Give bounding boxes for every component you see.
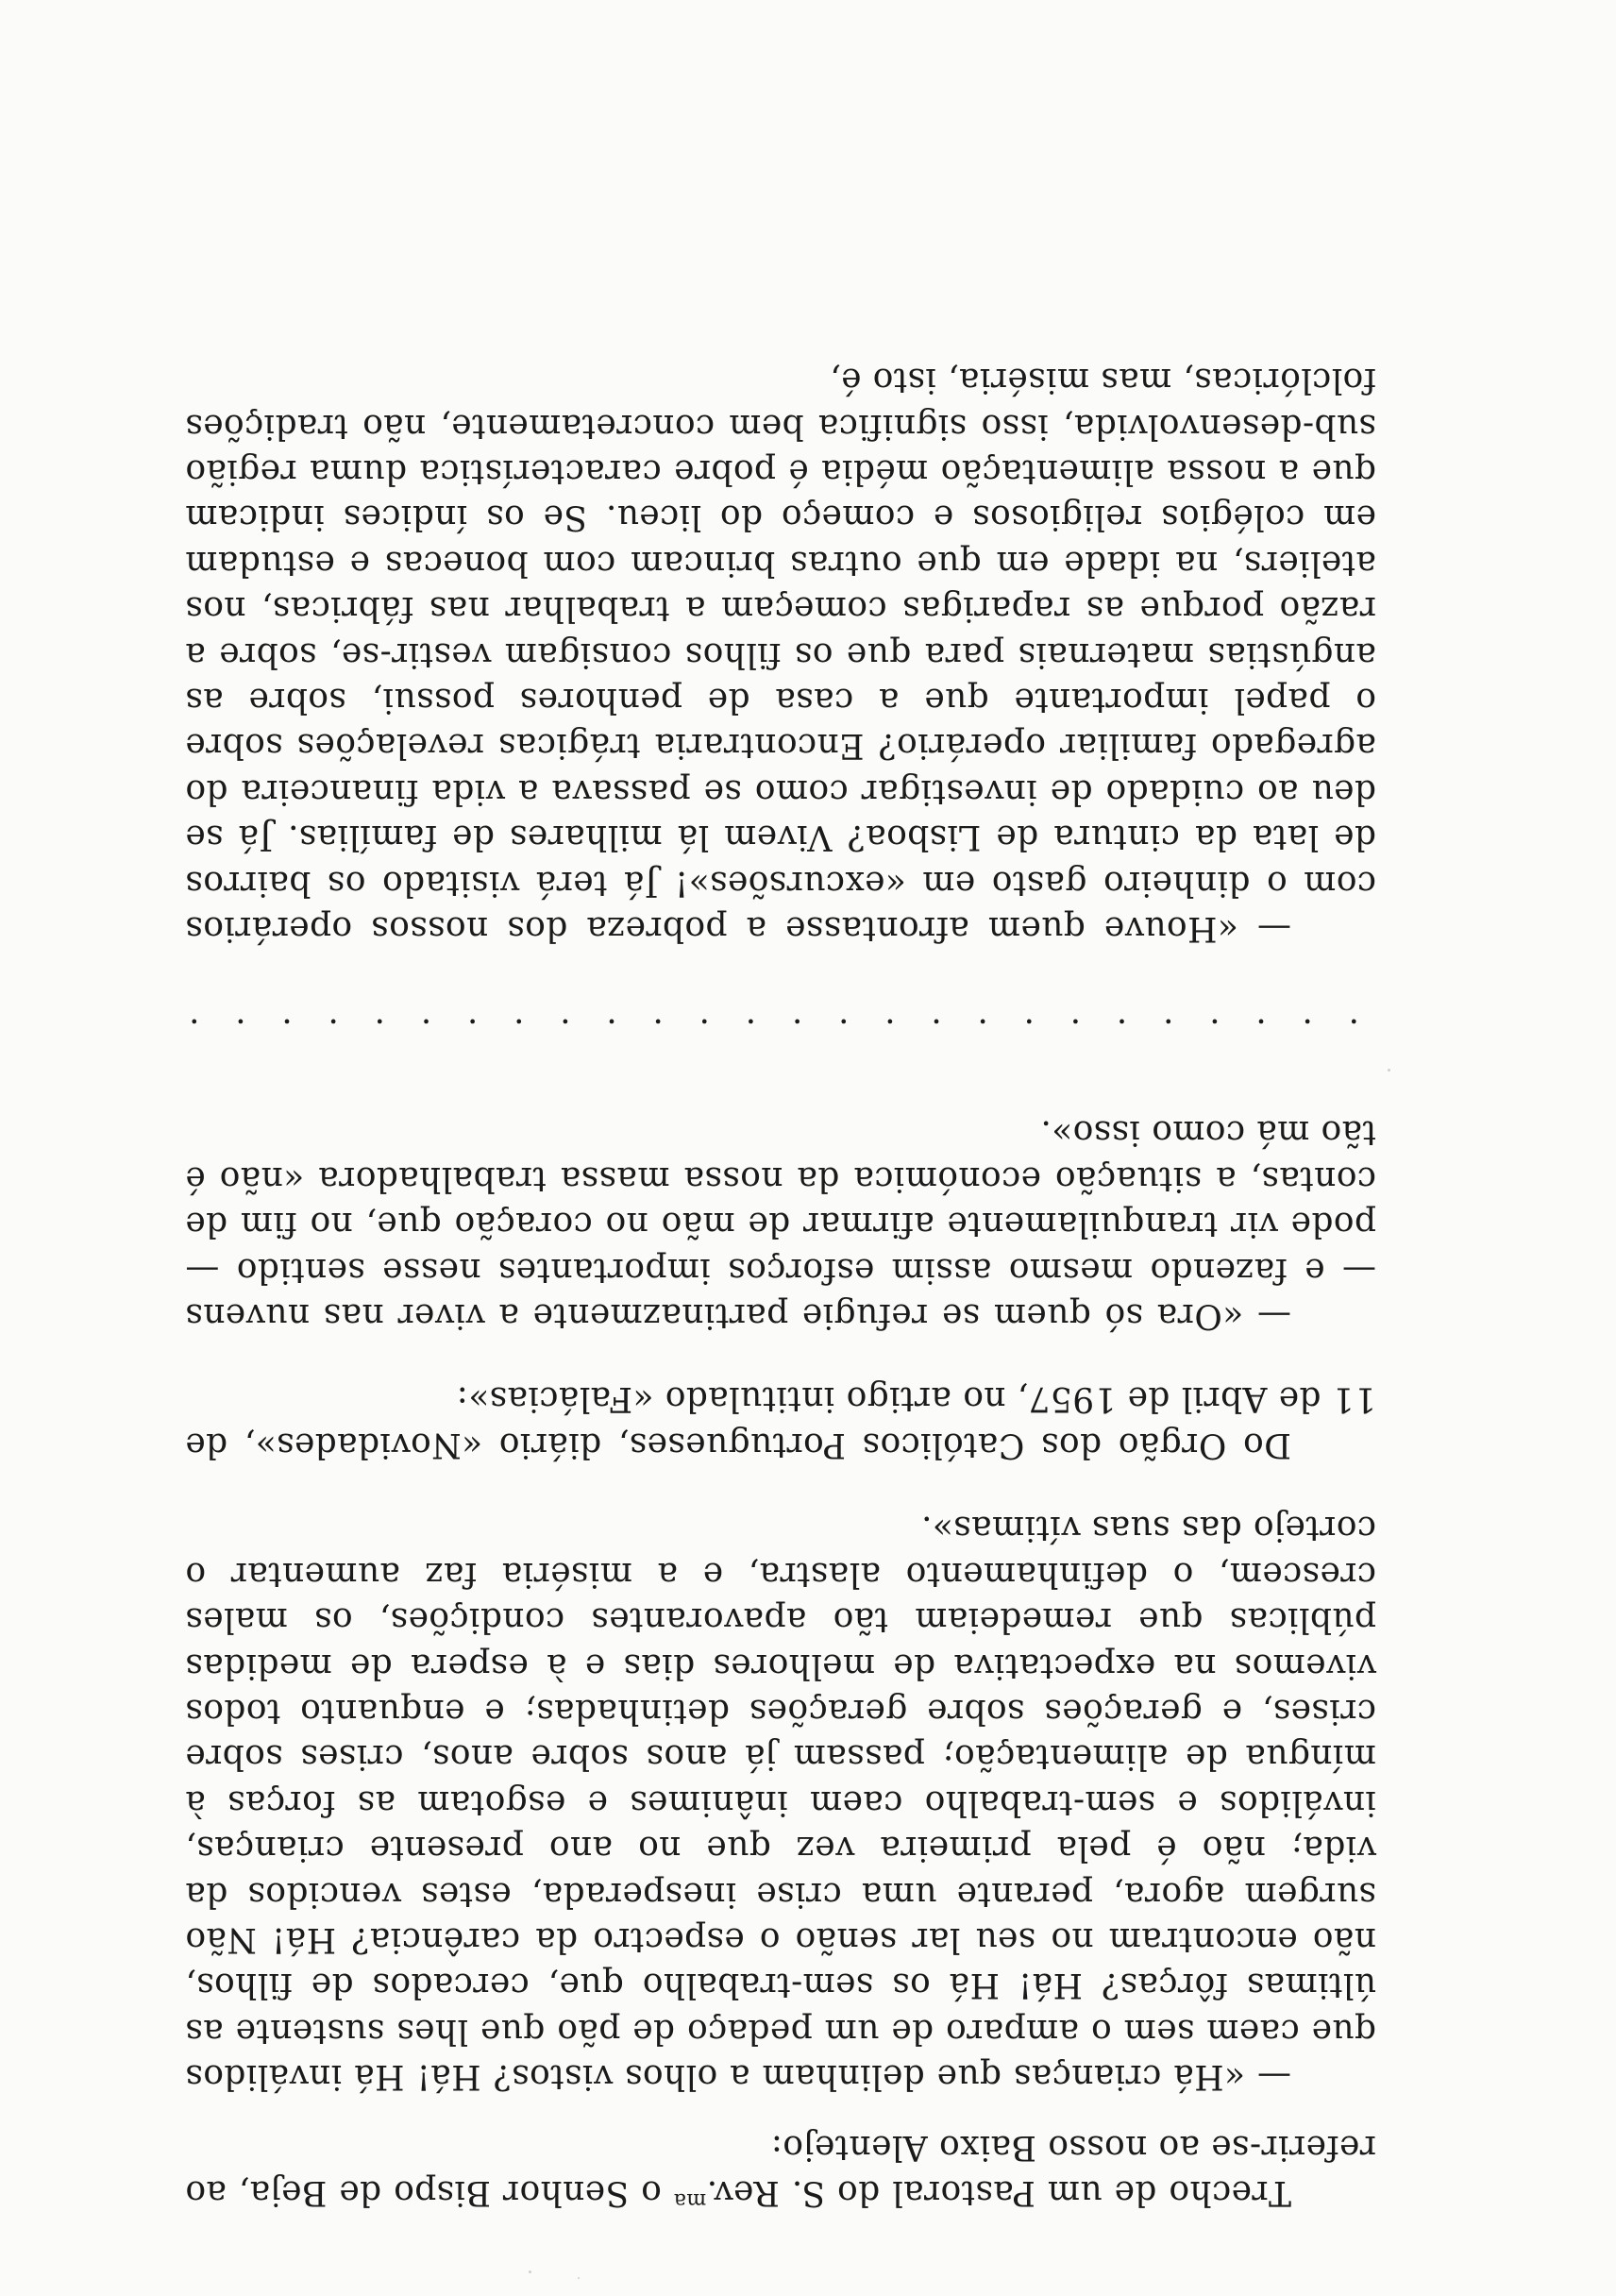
separator-dot: . [1255,1011,1267,1051]
separator-dot: . [699,1011,711,1051]
novidades-intro-paragraph: Do Orgão dos Católicos Portugueses, diário «Novidades», de 11 de Abril de 1957, no artigo intitulado «Falácias»: [185,1379,1376,1464]
separator-dot: . [652,1011,664,1051]
separator-dot: . [1348,1011,1359,1051]
superscript-ma: ma [673,2188,707,2212]
separator-dot: . [606,1011,617,1051]
separator-dot: . [1069,1011,1082,1051]
separator-dot: . [745,1011,757,1051]
separator-dot: . [513,1011,525,1051]
separator-dot: . [420,1011,432,1051]
separator-dot: . [791,1011,803,1051]
spacer [185,1467,1376,1505]
separator-dot: . [977,1011,988,1051]
separator-dot: . [374,1011,386,1051]
spacer [185,951,1376,1007]
intro-paragraph: Trecho de um Pastoral do S. Rev.$^{ma}$ o Senhor Bispo de Beja, ao referir-se ao nosso Baixo Alentejo: [185,2127,1376,2212]
ellipsis-separator [185,1007,1376,1053]
separator-dot: . [281,1011,293,1051]
separator-dot: . [466,1011,479,1051]
workers-poverty-paragraph: — «Houve quem afrontasse a pobreza dos nossos operários com o dinheiro gasto em «excursões»! Já terá visitado os bairros de lata da cintura de Lisboa? Vivem lá milhares de famílias. Já se deu ao cuidado de investigar como se passava a vida financeira do agregado familiar operário? Encontraria trágicas revelações sobre o papel importante que a casa de penhores possui, sobre as angústias maternais para que os filhos consigam vestir-se, sobre a razão porque as raparigas começam a trabalhar nas fábricas, nos ateliers, na idade em que outras brincam com bonecas e estudam em colégios religiosos e começo do liceu. Se os índices indicam que a nossa alimentação média é pobre característica duma região sub-desenvolvida, isso significa bem concretamente, não tradições folclóricas, mas miséria, isto é, [185,361,1376,949]
text-column [185,357,1376,2215]
spacer [185,2099,1376,2123]
separator-dot: . [1209,1011,1220,1051]
separator-dot: . [560,1011,571,1051]
separator-dot: . [189,1011,200,1051]
separator-dot: . [1162,1011,1174,1051]
bishop-quote-paragraph: — «Há crianças que delinham a olhos vistos? Há! Há inválidos que caem sem o amparo de um pedaço de pão que lhes sustente as últimas fôrças? Há! Há os sem-trabalho que, cercados de filhos, não encontram no seu lar senão o espectro da carência? Há! Não surgem agora, perante uma crise inesperada, estes vencidos da vida; não é pela primeira vez que no ano presente crianças, inválidos e sem-trabalho caem inânimes e esgotam as forças à míngua de alimentação; passam já anos sobre anos, crises sobre crises, e gerações sobre gerações detinhadas; e enquanto todos vivemos na expectativa de melhores dias e à espera de medidas públicas que remedeiam tão apavorantes condições, os males crescem, o definhamento alastra, e a miséria faz aumentar o cortejo das suas vítimas». [185,1509,1376,2097]
separator-dot: . [884,1011,896,1051]
separator-dot: . [838,1011,850,1051]
separator-dot: . [328,1011,339,1051]
separator-dot: . [235,1011,246,1051]
spacer [185,1338,1376,1376]
separator-dot: . [931,1011,942,1051]
separator-dot: . [1023,1011,1035,1051]
falacias-quote-paragraph: — «Ora só quem se refugie partinazmente a viver nas nuvens — e fazendo mesmo assim esforços importantes nesse sentido — pode vir tranquilamente afirmar de mão no coração que, no fim de contas, a situação económica da nossa massa trabalhadora «não é tão má como isso». [185,1113,1376,1336]
spacer [185,1053,1376,1109]
separator-dot: . [1302,1011,1313,1051]
separator-dot: . [1116,1011,1128,1051]
